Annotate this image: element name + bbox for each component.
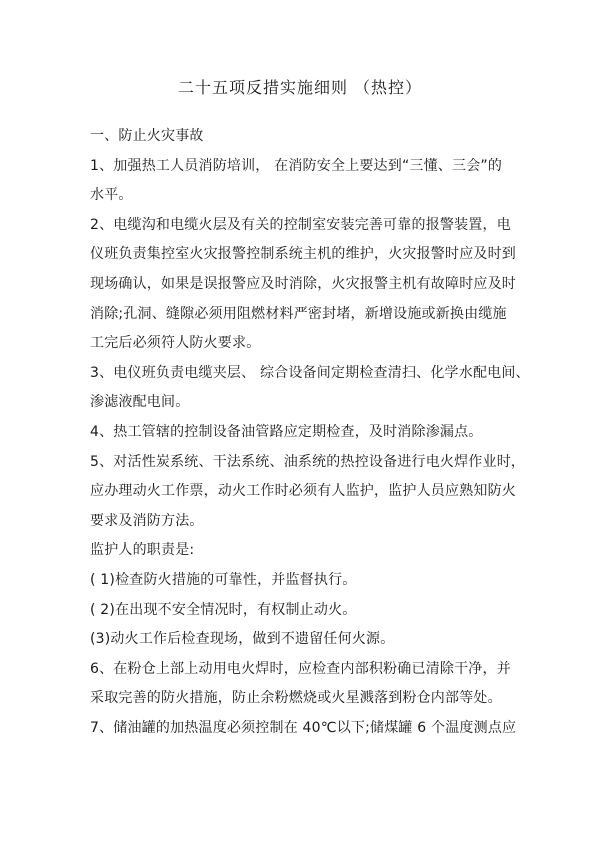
body-line: 监护人的职责是: [90,542,195,559]
body-line: 2、电缆沟和电缆火层及有关的控制室安装完善可靠的报警装置，电 [90,216,511,233]
body-line: 工完后必须符人防火要求。 [90,335,261,352]
body-line: 5、对活性炭系统、干法系统、油系统的热控设备进行电火焊作业时， [90,453,526,470]
body-line: 渗滤液配电间。 [90,394,190,411]
body-line: 7、储油罐的加热温度必须控制在 40℃以下;储煤罐 6 个温度测点应 [90,719,517,736]
body-line: 采取完善的防火措施，防止余粉燃烧或火星溅落到粉仓内部等处。 [90,690,502,707]
body-line: 要求及消防方法。 [90,512,204,529]
body-line: 现场确认，如果是误报警应及时消除，火灾报警主机有故障时应及时 [90,275,516,292]
body-line: ( 1)检查防火措施的可靠性，并监督执行。 [90,571,357,588]
body-line: 3、电仪班负责电缆夹层、 综合设备间定期检查清扫、化学水配电间、 [90,364,530,381]
document-title: 二十五项反措实施细则 （热控） [177,78,423,97]
document-body [90,122,530,743]
body-line: 应办理动火工作票，动火工作时必须有人监护，监护人员应熟知防火 [90,483,516,500]
body-line: 6、在粉仓上部上动用电火焊时，应检查内部积粉确已清除干净，并 [90,660,511,677]
body-line: 4、热工管辖的控制设备油管路应定期检查，及时消除渗漏点。 [90,423,483,440]
section-heading: 一、防止火灾事故 [90,128,204,144]
body-line: 1、加强热工人员消防培训， 在消防安全上要达到“三懂、三会”的 [90,157,503,174]
body-line: 仪班负责集控室火灾报警控制系统主机的维护，火灾报警时应及时到 [90,246,516,263]
body-line: (3)动火工作后检查现场，做到不遗留任何火源。 [90,631,395,648]
body-line: ( 2)在出现不安全情况时，有权制止动火。 [90,601,357,618]
body-line: 水平。 [90,187,133,204]
body-line: 消除;孔洞、缝隙必须用阻燃材料严密封堵，新增设施或新换由缆施 [90,305,507,322]
